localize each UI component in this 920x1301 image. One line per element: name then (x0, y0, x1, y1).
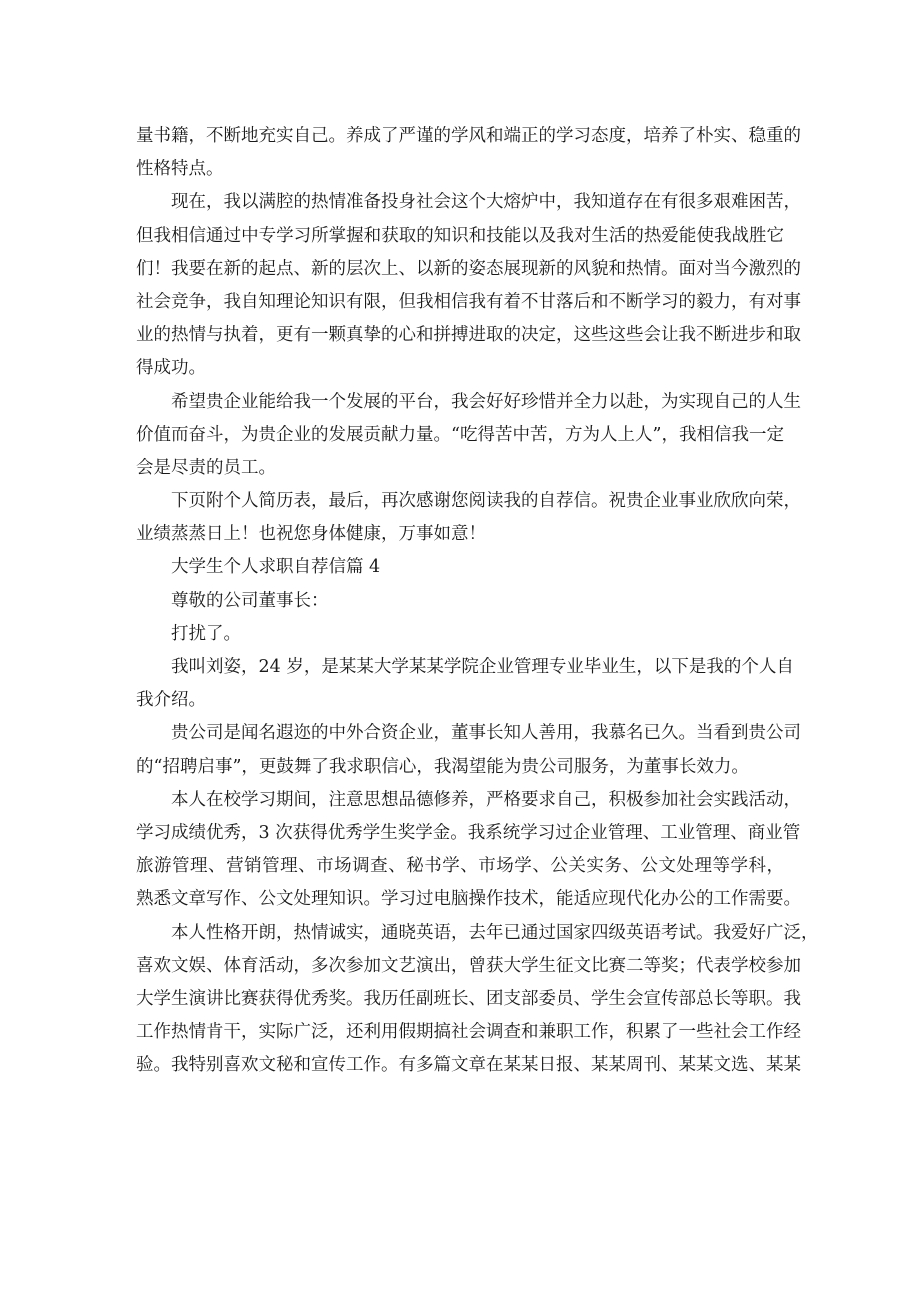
text-line: 但我相信通过中专学习所掌握和获取的知识和技能以及我对生活的热爱能使我战胜它 (136, 225, 784, 246)
text-line: 社会竞争，我自知理论知识有限，但我相信我有着不甘落后和不断学习的毅力，有对事 (136, 291, 801, 312)
text-line: 现在，我以满腔的热情准备投身社会这个大熔炉中，我知道存在有很多艰难困苦， (171, 192, 801, 213)
text-line: 业绩蒸蒸日上！也祝您身体健康，万事如意！ (136, 524, 486, 545)
text-line: 贵公司是闻名遐迩的中外合资企业，董事长知人善用，我慕名已久。当看到贵公司 (171, 723, 801, 744)
text-line: 们！我要在新的起点、新的层次上、以新的姿态展现新的风貌和热情。面对当今激烈的 (136, 258, 801, 279)
text-line: 旅游管理、营销管理、市场调查、秘书学、市场学、公关实务、公文处理等学科， (136, 856, 784, 877)
section-heading: 大学生个人求职自荐信篇 4 (171, 557, 381, 578)
text-line: 价值而奋斗，为贵企业的发展贡献力量。“吃得苦中苦，方为人上人”，我相信我一定 (136, 424, 784, 445)
text-line: 会是尽责的员工。 (136, 457, 276, 478)
text-line: 业的热情与执着，更有一颗真挚的心和拼搏进取的决定，这些这些会让我不断进步和取 (136, 325, 801, 346)
text-line: 验。我特别喜欢文秘和宣传工作。有多篇文章在某某日报、某某周刊、某某文选、某某 (136, 1055, 801, 1076)
text-line: 本人性格开朗，热情诚实，通晓英语，去年已通过国家四级英语考试。我爱好广泛， (171, 922, 819, 943)
text-line: 我叫刘姿，24 岁，是某某大学某某学院企业管理专业毕业生，以下是我的个人自 (171, 657, 794, 677)
text-line: 本人在校学习期间，注意思想品德修养，严格要求自己，积极参加社会实践活动， (171, 789, 801, 810)
salutation: 尊敬的公司董事长： (171, 590, 329, 611)
text-line: 下页附个人简历表，最后，再次感谢您阅读我的自荐信。祝贵企业事业欣欣向荣， (171, 491, 801, 512)
text-line: 希望贵企业能给我一个发展的平台，我会好好珍惜并全力以赴，为实现自己的人生 (171, 391, 801, 412)
document-body (136, 120, 819, 1082)
text-line: 我介绍。 (136, 690, 206, 711)
text-line: 性格特点。 (136, 159, 224, 180)
text-line: 打扰了。 (171, 623, 241, 644)
text-line: 学习成绩优秀，3 次获得优秀学生奖学金。我系统学习过企业管理、工业管理、商业管 (136, 822, 801, 843)
text-line: 量书籍，不断地充实自己。养成了严谨的学风和端正的学习态度，培养了朴实、稳重的 (136, 126, 801, 146)
text-line: 喜欢文娱、体育活动，多次参加文艺演出，曾获大学生征文比赛二等奖；代表学校参加 (136, 955, 801, 976)
text-line: 大学生演讲比赛获得优秀奖。我历任副班长、团支部委员、学生会宣传部总长等职。我 (136, 988, 801, 1009)
text-line: 得成功。 (136, 358, 206, 379)
text-line: 熟悉文章写作、公文处理知识。学习过电脑操作技术，能适应现代化办公的工作需要。 (136, 889, 801, 910)
text-line: 的“招聘启事”，更鼓舞了我求职信心，我渴望能为贵公司服务，为董事长效力。 (136, 756, 749, 777)
text-line: 工作热情肯干，实际广泛，还利用假期搞社会调查和兼职工作，积累了一些社会工作经 (136, 1022, 801, 1043)
